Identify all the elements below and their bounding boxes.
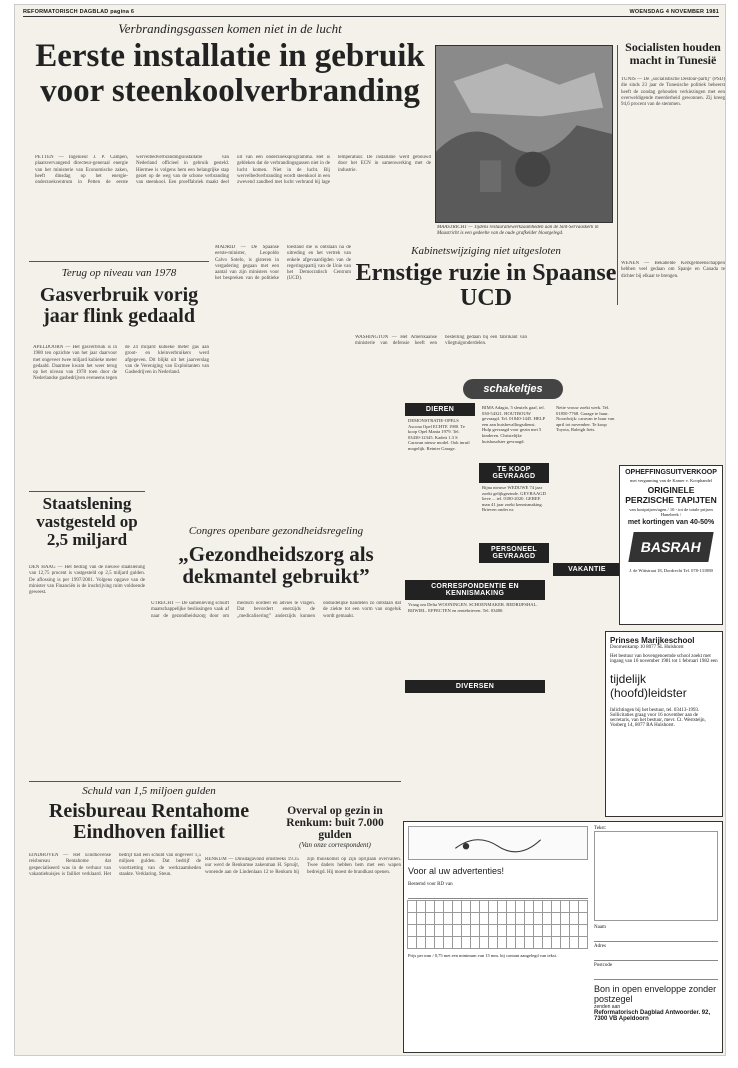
coupon-field-rd: Bestemd voor RD van <box>408 882 453 887</box>
classifieds-col3: Bijna nieuwe WEDUWE 74 jaar zoekt gelijkgezinde. GEVRAAGD lieve ... tel. 0180-2020. GEREF. man 41 jaar zoekt kennismaking. Brieven onder nr. <box>481 485 546 513</box>
art2-body-wrap <box>33 345 209 485</box>
art6-sub: (Van onze correspondent) <box>299 841 371 850</box>
art1-kicker: Verbrandingsgassen komen niet in de lucht <box>118 21 342 36</box>
photo-caption: MAASTRICHT — Tijdens restauratiewerkzaamheden aan de Sint-Servaaskerk in Maastricht is een gedeelte van de oude grafkelder blootgelegd. <box>437 225 599 236</box>
coupon-adres-line[interactable] <box>594 951 718 961</box>
classifieds <box>403 375 623 817</box>
art2-body: APELDOORN — Het gasverbruik is in 1980 ten opzichte van het jaar daarvoor met ongeveer twee miljard kubieke meter gedaald. Daarmee kwam het weer terug op het niveau van 1978 toen door de Nederlandse gasbedrijven eveneens tegen de 24 miljard kubieke meter gas aan groot- en kleinverbruikers werd afgegeven. Dit blijkt uit het jaarverslag van de Vereniging van Exploitanten van Gasbedrijven in Nederland. <box>33 345 209 382</box>
art9-caption-wrap <box>355 335 617 375</box>
art2-headline-wrap <box>29 285 209 341</box>
art1-headline: Eerste installatie in gebruik voor steenkoolverbranding <box>35 39 425 109</box>
rug-ad-title: OPHEFFINGSUITVERKOOP <box>625 469 717 476</box>
rug-ad-sub: met vergunning van de Kamer v. Koophandel <box>630 478 712 483</box>
coupon-postcode-line[interactable] <box>594 970 718 980</box>
art4-headline-wrap <box>151 543 401 599</box>
art7-headline-wrap <box>355 261 617 331</box>
art5-body-wrap <box>29 853 201 1053</box>
classifieds-col-b <box>479 403 549 576</box>
masthead-left: REFORMATORISCH DAGBLAD pagina 6 <box>23 8 135 15</box>
art3-headline: Staatslening vastgesteld op 2,5 miljard <box>36 495 138 549</box>
art1-headline-wrap <box>35 39 425 159</box>
rug-ad <box>619 465 723 625</box>
art1-body: PETTEN — Ingenieur J. P. Campen, plaatsvervangend directeur-generaal energie van het ministerie van Economische zaken, heeft dinsdag op het energie-onderzoekcentrum in Petten de eerste wervelbedverbrandingsinstallatie van Nederland officieel in gebruik gesteld. Hiermee is volgens hem een belangrijke stap gezet op de weg van de schone verbranding van steenkool. Een proeffabriek maakt deel uit van een onderzoeksprogramma. Het is gebleken dat de verbrandingsgassen niet in de lucht komen. Niet in de lucht. Bij wervelbedverbranding wordt steenkool in een zwevend zandbed met lucht verbrand bij lage temperatuur. De installatie werd gebouwd door het ECN in samenwerking met de industrie. <box>35 155 431 186</box>
classifieds-col1: DEMONSTRATIE-OPELS Ascona Opel ECHTE 1980. Te koop Opel Manta 1979. Tel. 03430-12345. Kadett 1.3 S Caravan nieuw model. Ook inruil mogelijk. Reinier Garage. <box>408 418 470 451</box>
masthead-right: WOENSDAG 4 NOVEMBER 1981 <box>629 8 719 15</box>
art8-body-wrap <box>621 77 725 257</box>
coupon-naam-line[interactable] <box>594 932 718 942</box>
art2-kicker: Terug op niveau van 1978 <box>61 267 177 279</box>
art3-headline-wrap <box>29 495 145 565</box>
art7-body-wrap <box>215 245 351 425</box>
rule-art3 <box>29 491 145 492</box>
art6-body-wrap <box>205 857 401 1053</box>
rug-ad-headline: ORIGINELE PERZISCHE TAPIJTEN <box>625 485 717 505</box>
coupon-sender: Reformatorisch Dagblad Antwoorder. 92, 7300 VB Apeldoorn <box>594 1010 711 1022</box>
art7-headline: Ernstige ruzie in Spaanse UCD <box>355 261 617 312</box>
coupon-label-postcode: Postcode <box>594 963 613 968</box>
rug-ad-discount: met kortingen van 40-50% <box>627 519 715 526</box>
coupon-tekst-field[interactable] <box>594 831 718 921</box>
kennis-header: CORRESPONDENTIE EN KENNISMAKING <box>405 580 545 600</box>
classifieds-col5: Vraag om Delta WOONINGEN. SCHOENMAKER. BEDRIJFSHAL. RIJWIEL. EFFECTEN en rentebrieven. Tel. 03480. <box>408 602 538 613</box>
coupon-tekst-label: Tekst: <box>594 826 607 831</box>
column-rule <box>617 45 618 305</box>
art6-headline: Overval op gezin in Renkum: buit 7.000 gulden <box>286 805 384 842</box>
coupon-label-naam: Naam <box>594 925 606 930</box>
art5-headline: Reisbureau Rentahome Eindhoven failliet <box>48 801 250 843</box>
ad-coupon <box>403 821 723 1053</box>
news-photo <box>435 45 613 223</box>
school-name: Prinses Marijkeschool <box>610 636 695 645</box>
art4-kicker-wrap <box>151 525 401 541</box>
art8-body2: WENEN — Bekabelde Kerkgemeenschappen hebben veel gedaan om Spanje en Canada te dichter bij elkaar te brengen. <box>621 261 725 279</box>
coupon-note: Prijs per mm / 0,75 met een minimum van 15 mm. bij contant aangelegd van tekst. <box>408 953 557 958</box>
coupon-grid[interactable] <box>408 901 588 949</box>
classifieds-row2 <box>405 580 545 693</box>
school-addr: Doornenkamp 10 8077 SL Hulshorst <box>610 645 684 650</box>
coupon-envelope: Bon in open enveloppe zonder postzegel <box>594 984 717 1004</box>
rug-ad-dates: van kostprijsen/agen / 10 - tot de totale prijsen Hanebeek / <box>629 507 713 517</box>
art5-body: EINDHOVEN — Het Eindhovense reisbureau Rentahome dat gespecialiseerd was in de verhuur van vakantiehuisjes is failliet verklaard. Het bedrijf had een schuld van ongeveer 1,5 miljoen gulden. Dat bedrijf de voortzetting van de werkzaamheden staakte. Verklaring. Steun. <box>29 853 201 877</box>
art5-headline-wrap <box>29 801 269 851</box>
newspaper-page <box>14 4 726 1056</box>
school-ad <box>605 631 723 817</box>
diversen-header: DIVERSEN <box>405 680 545 693</box>
art8-headline: Socialisten houden macht in Tunesië <box>625 41 721 67</box>
classifieds-col2: RIMA Adagio, 5 sleutels gaaf, tel. 030-54321. HOUTBOUW gevraagd. Tel. 01840-1445. HELP een aan huisbevallingsdienst. Hulp gevraagd voor gezin met 5 kinderen. Christelijke huishoudster gevraagd. <box>481 405 545 444</box>
art3-body: DEN HAAG — Het bedrag van de nieuwe staatslening van 12,75 procent is vastgesteld op 2,5 miljard gulden. De aflossing is per 1997/2001. Volgens opgave van de minister van Financiën is de inschrijving ruim voldoende geweest. <box>29 565 145 596</box>
classifieds-col-a <box>405 403 475 576</box>
art8-body2-wrap <box>621 261 725 461</box>
school-body: Het bestuur van bovengenoemde school zoekt met ingang van 16 november 1981 tot 1 februari 1982 een <box>610 654 718 664</box>
coupon-label-adres: Adres <box>594 944 606 949</box>
art9-caption: WASHINGTON — Het Amerikaanse ministerie van defensie heeft een bestelling gedaan bij een fabrikant van vliegtuigonderdelen. <box>355 335 527 347</box>
coupon-illustration <box>408 826 588 860</box>
coupon-right <box>594 826 718 1022</box>
art8-headline-wrap <box>621 41 725 81</box>
art5-kicker: Schuld van 1,5 miljoen gulden <box>82 785 216 797</box>
classifieds-logo: schakeltjes <box>463 379 563 399</box>
classifieds-col-c <box>553 403 621 576</box>
dieren-header: DIEREN <box>405 403 475 416</box>
school-body2: Inlichtingen bij het bestuur, tel. 03413-1993. Sollicitaties graag voor 16 november aan de secretaris, van het bestuur, mevr. Ct. Weststeijn, Vosberg 14, 8077 RA Hulshorst. <box>610 708 706 728</box>
art2-headline: Gasverbruik vorig jaar flink gedaald <box>39 285 199 327</box>
coupon-left <box>408 826 588 1022</box>
art7-kicker: Kabinetswijziging niet uitgesloten <box>411 245 561 257</box>
art3-body-wrap <box>29 565 145 625</box>
art4-body: UTRECHT — De samenleving schuift maatschappelijke beslissingen vaak af naar de gezondheidszorg door om medisch oordeel en advies te vragen. Dat bevordert enerzijds de „medicalisering” anderzijds kunnen onduidelijke handelen zo ontstaan dat de ziekte tot een vorm van ongeluk wordt gemaakt. <box>151 601 401 619</box>
classifieds-col4: Nette vrouw zoekt werk. Tel. 01850-7768. Garage te huur. Noordwijk: caravan te huur van april tot november. Te koop Toyota, Raleigh fiets. <box>555 405 615 433</box>
coupon-envelope-sub: zenden aan <box>594 1004 621 1010</box>
vakantie-header: VAKANTIE <box>553 563 621 576</box>
coupon-rd-line[interactable] <box>408 889 588 899</box>
personeel-header: PERSONEEL GEVRAAGD <box>479 543 549 563</box>
coupon-title: Voor al uw advertenties! <box>408 866 505 876</box>
art4-body-wrap <box>151 601 401 781</box>
art1-body-wrap <box>35 155 431 255</box>
art5-kicker-wrap <box>29 785 269 801</box>
art4-kicker: Congres openbare gezondheidsregeling <box>188 525 364 537</box>
art6-headline-wrap <box>271 805 399 855</box>
art7-body: MADRID — De Spaanse eerste-minister, Leopoldo Calvo Sotelo, is gisteren in vergadering gegaan met een aantal van zijn ministers voor het bespreken van de politieke toestand die is ontstaan na de uitreding en het vertrek van enkele afgevaardigden van de regeringspartij van de Unie van het Democratisch Centrum (UCD). <box>215 245 351 282</box>
tekoop-header: TE KOOP GEVRAAGD <box>479 463 549 483</box>
basrah-logo: BASRAH <box>628 532 713 562</box>
school-vacancy: tijdelijk (hoofd)leidster <box>610 672 687 700</box>
rule-art5 <box>29 781 401 782</box>
art4-headline: „Gezondheidszorg als dekmantel gebruikt” <box>178 543 374 589</box>
art2-kicker-wrap <box>29 267 209 287</box>
art8-body: TUNIS — De „socialistische Destour-partij” (PSD) die sinds 23 jaar de Tunesische politiek beheerst heeft de zondag gehouden verkiezingen met een overweldigende meerderheid gewonnen. Zij kreeg 94,6 procent van de stemmen. <box>621 77 725 108</box>
art6-body: RENKUM — Dinsdagavond omstreeks 19.35 uur werd de Renkumse zakenman H. Spruijt, wonende aan de Lindenlaan 12 te Renkum bij zijn thuiskomst op zijn oprijlaan overvallen. Twee daders hebben hem met een wapen bedreigd. Hij moest de brandkast openen. <box>205 857 401 875</box>
rule-art2 <box>29 261 209 262</box>
masthead <box>23 7 719 17</box>
rug-ad-address: J. de Wittstraat 18, Dordrecht Tel. 078-131880 <box>629 568 713 573</box>
